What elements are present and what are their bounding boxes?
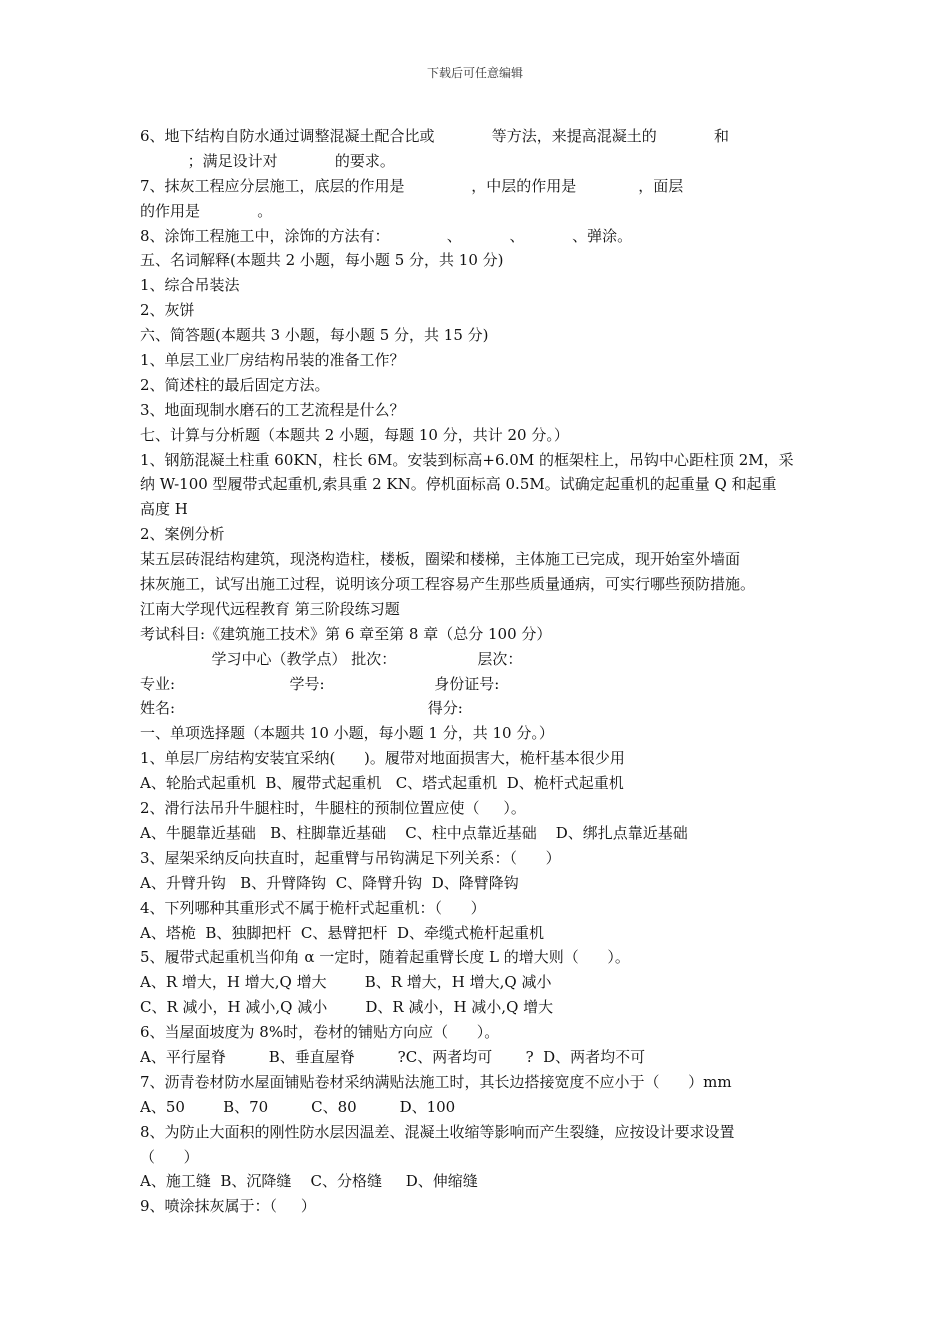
text-line: （ ） xyxy=(140,1147,199,1166)
text-line: 2、简述柱的最后固定方法。 xyxy=(140,375,330,394)
text-line: 1、综合吊装法 xyxy=(140,276,240,295)
text-line: A、R 增大，H 增大,Q 增大 B、R 增大，H 增大,Q 减小 xyxy=(140,973,552,992)
text-line: 2、滑行法吊升牛腿柱时，牛腿柱的预制位置应使（ ）。 xyxy=(140,799,526,818)
text-line: 姓名: 得分: xyxy=(140,699,463,718)
text-line: 1、单层厂房结构安装宜采纳( )。履带对地面损害大，桅杆基本很少用 xyxy=(140,749,625,768)
text-line: 6、当屋面坡度为 8%时，卷材的铺贴方向应（ ）。 xyxy=(140,1023,500,1042)
text-line: C、R 减小，H 减小,Q 减小 D、R 减小，H 减小,Q 增大 xyxy=(140,998,554,1017)
text-line: 8、涂饰工程施工中，涂饰的方法有： 、 、 、弹涂。 xyxy=(140,226,633,245)
text-line: 3、屋架采纳反向扶直时，起重臂与吊钩满足下列关系：（ ） xyxy=(140,848,561,867)
text-line: 2、灰饼 xyxy=(140,301,195,320)
text-line: 某五层砖混结构建筑，现浇构造柱，楼板，圈梁和楼梯，主体施工已完成，现开始室外墙面 xyxy=(140,550,741,569)
text-line: 1、单层工业厂房结构吊装的准备工作？ xyxy=(140,351,405,370)
text-line: A、施工缝 B、沉降缝 C、分格缝 D、伸缩缝 xyxy=(140,1172,478,1191)
text-line: A、50 B、70 C、80 D、100 xyxy=(140,1097,456,1116)
page-header-watermark: 下载后可任意编辑 xyxy=(426,66,523,80)
text-line: 六、简答题(本题共 3 小题，每小题 5 分，共 15 分) xyxy=(140,326,489,345)
text-line: 七、计算与分析题（本题共 2 小题，每题 10 分，共计 20 分。） xyxy=(140,425,569,444)
text-line: 5、履带式起重机当仰角 α 一定时，随着起重臂长度 L 的增大则（ ）。 xyxy=(140,948,630,967)
text-line: 7、抹灰工程应分层施工，底层的作用是 ，中层的作用是 ，面层 xyxy=(140,176,684,195)
text-line: 专业: 学号: 身份证号: xyxy=(140,674,500,693)
text-line: 五、名词解释(本题共 2 小题，每小题 5 分，共 10 分) xyxy=(140,251,504,270)
text-line: A、平行屋脊 B、垂直屋脊 ?C、两者均可 ? D、两者均不可 xyxy=(140,1047,646,1066)
text-line: 2、案例分析 xyxy=(140,525,225,544)
document-body xyxy=(140,124,820,1219)
text-line: A、轮胎式起重机 B、履带式起重机 C、塔式起重机 D、桅杆式起重机 xyxy=(140,774,624,793)
text-line: 7、沥青卷材防水屋面铺贴卷材采纳满贴法施工时，其长边搭接宽度不应小于（ ）mm xyxy=(140,1072,732,1091)
text-line: 1、钢筋混凝土柱重 60KN，柱长 6M。安装到标高+6.0M 的框架柱上，吊钩中心距柱顶 2M，采 xyxy=(140,450,794,469)
text-line: A、塔桅 B、独脚把杆 C、悬臂把杆 D、牵缆式桅杆起重机 xyxy=(140,923,544,942)
text-line: A、牛腿靠近基础 B、柱脚靠近基础 C、柱中点靠近基础 D、绑扎点靠近基础 xyxy=(140,823,688,842)
text-line: 3、地面现制水磨石的工艺流程是什么？ xyxy=(140,400,405,419)
text-line: 的作用是 。 xyxy=(140,201,273,220)
text-line: 学习中心（教学点） 批次： 层次： xyxy=(140,649,523,668)
text-line: A、升臂升钩 B、升臂降钩 C、降臂升钩 D、降臂降钩 xyxy=(140,873,519,892)
text-line: 抹灰施工，试写出施工过程，说明该分项工程容易产生那些质量通病，可实行哪些预防措施。 xyxy=(140,575,756,594)
text-line: 6、地下结构自防水通过调整混凝土配合比或 等方法，来提高混凝土的 和 xyxy=(140,127,729,145)
text-line: 9、喷涂抹灰属于：（ ） xyxy=(140,1197,316,1216)
text-line: 8、为防止大面积的刚性防水层因温差、混凝土收缩等影响而产生裂缝，应按设计要求设置 xyxy=(140,1122,735,1141)
text-line: 江南大学现代远程教育 第三阶段练习题 xyxy=(140,599,400,618)
text-line: 一、单项选择题（本题共 10 小题，每小题 1 分，共 10 分。） xyxy=(140,724,554,743)
text-line: 考试科目:《建筑施工技术》第 6 章至第 8 章（总分 100 分） xyxy=(140,624,552,643)
text-line: 高度 H xyxy=(140,500,188,519)
text-line: ；满足设计对 的要求。 xyxy=(140,151,395,170)
text-line: 纳 W-100 型履带式起重机,索具重 2 KN。停机面标高 0.5M。试确定起重机的起重量 Q 和起重 xyxy=(140,475,777,494)
text-line: 4、下列哪种其重形式不属于桅杆式起重机：（ ） xyxy=(140,898,486,917)
